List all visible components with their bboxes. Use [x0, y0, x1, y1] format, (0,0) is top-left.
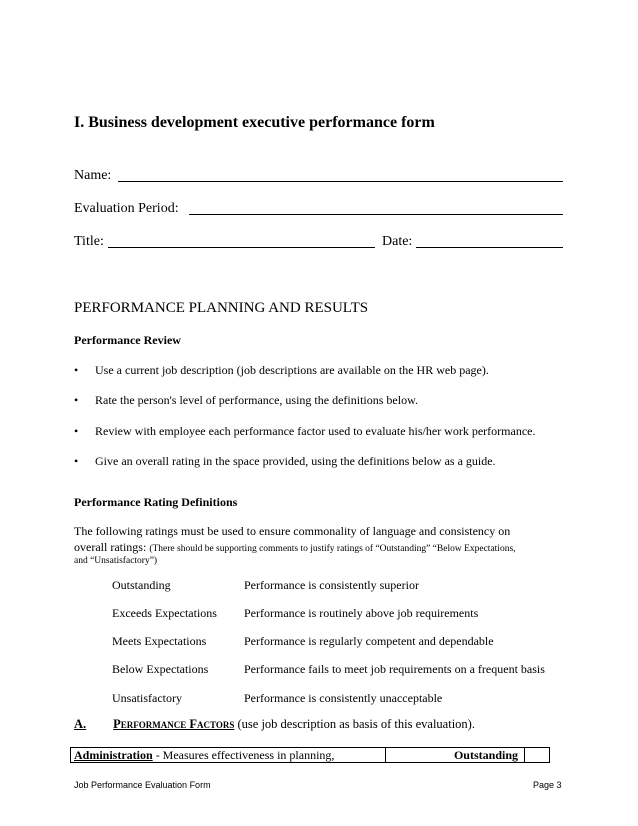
evaluation-period-field[interactable]	[189, 214, 563, 215]
ratings-intro-line2: overall ratings: (There should be supporting comments to justify ratings of “Outstanding” “Below Expectations,	[74, 540, 516, 554]
rating-name-below: Below Expectations	[112, 662, 209, 676]
title-field[interactable]	[108, 247, 375, 248]
ratings-intro-line3: and “Unsatisfactory”)	[74, 556, 158, 566]
page-number: Page 3	[533, 780, 562, 790]
performance-review-heading: Performance Review	[74, 333, 181, 347]
footer-title: Job Performance Evaluation Form	[74, 780, 211, 790]
rating-definitions-heading: Performance Rating Definitions	[74, 495, 238, 509]
bullet-icon: •	[74, 424, 79, 438]
title-label: Title:	[74, 234, 104, 249]
rating-name-exceeds: Exceeds Expectations	[112, 606, 217, 620]
date-field[interactable]	[416, 247, 563, 248]
name-field[interactable]	[118, 181, 563, 182]
ratings-intro-line1: The following ratings must be used to ensure commonality of language and consistency on	[74, 524, 511, 538]
form-title: I. Business development executive performance form	[74, 114, 435, 131]
name-label: Name:	[74, 168, 112, 183]
rating-label-cell: Outstanding	[386, 747, 524, 763]
rating-definition-exceeds: Performance is routinely above job requirements	[244, 606, 479, 620]
evaluation-period-label: Evaluation Period:	[74, 201, 179, 216]
rating-name-meets: Meets Expectations	[112, 634, 207, 648]
bullet-icon: •	[74, 454, 79, 468]
rating-name-unsatisfactory: Unsatisfactory	[112, 691, 182, 705]
rating-definition-below: Performance fails to meet job requirements on a frequent basis	[244, 662, 545, 676]
rating-definition-outstanding: Performance is consistently superior	[244, 578, 419, 592]
rating-checkbox[interactable]	[524, 747, 550, 763]
rating-definition-meets: Performance is regularly competent and dependable	[244, 634, 494, 648]
rating-definition-unsatisfactory: Performance is consistently unacceptable	[244, 691, 443, 705]
rating-name-outstanding: Outstanding	[112, 578, 171, 592]
section-heading: PERFORMANCE PLANNING AND RESULTS	[74, 300, 369, 316]
performance-factors-heading: A. Performance Factors (use job description as basis of this evaluation).	[74, 717, 475, 731]
administration-cell: Administration - Measures effectiveness in planning,	[70, 747, 386, 763]
bullet-icon: •	[74, 363, 79, 377]
date-label: Date:	[382, 234, 413, 249]
bullet-icon: •	[74, 393, 79, 407]
